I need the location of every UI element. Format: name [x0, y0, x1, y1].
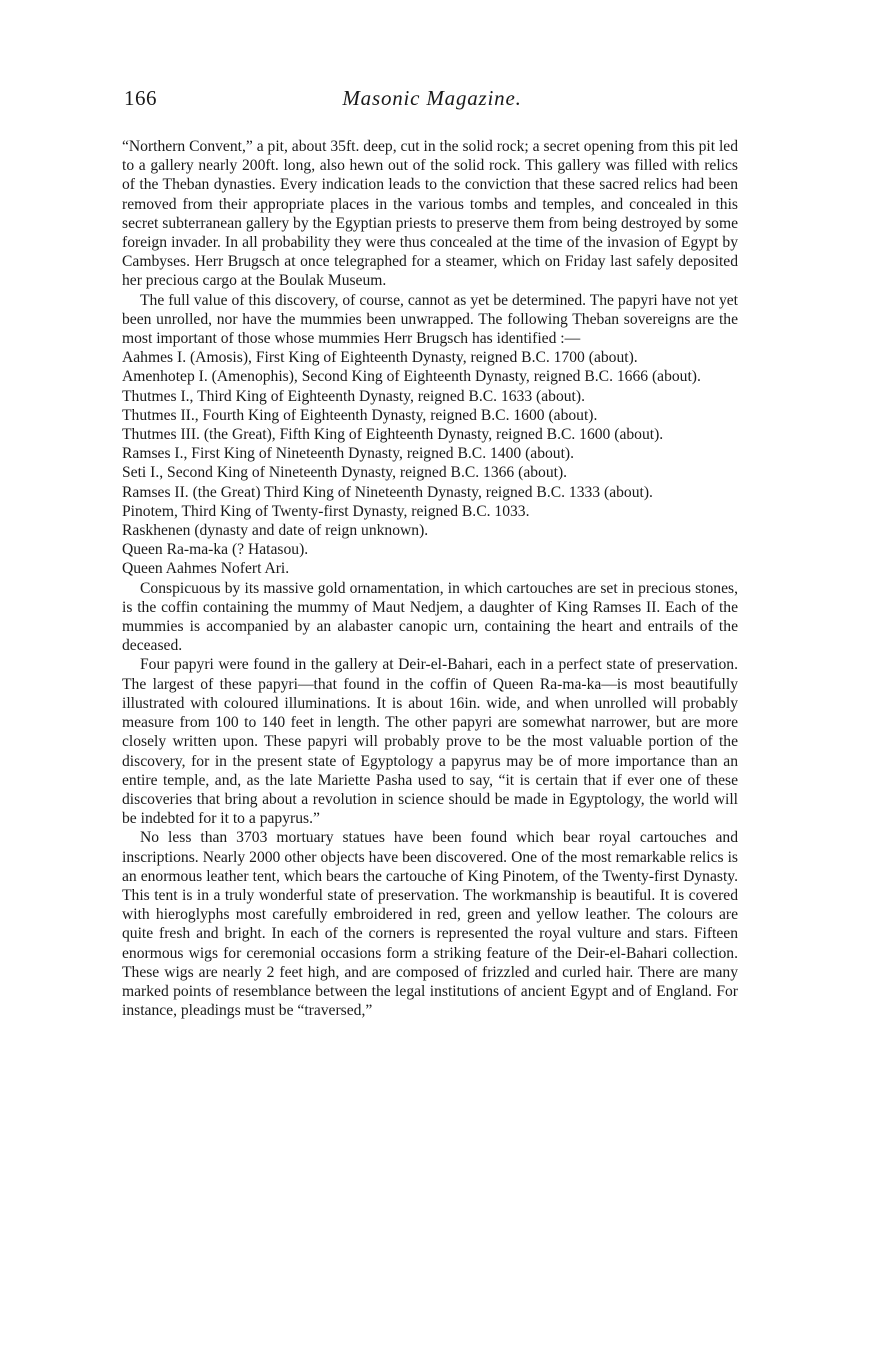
page-header [124, 86, 740, 116]
list-item: Seti I., Second King of Nineteenth Dynasty, reigned B.C. 1366 (about). [122, 464, 568, 482]
list-item: Queen Ra-ma-ka (? Hatasou). [122, 541, 309, 559]
page-number: 166 [124, 86, 157, 110]
paragraph: The full value of this discovery, of course, cannot as yet be determined. The papyri have not yet been unrolled, nor have the mummies been unwrapped. The following Theban sovereigns are the most important of those whose mummies Herr Brugsch has identified :— [122, 291, 738, 348]
list-item: Thutmes II., Fourth King of Eighteenth Dynasty, reigned B.C. 1600 (about). [122, 406, 598, 424]
article-body [122, 137, 738, 1020]
list-item: Amenhotep I. (Amenophis), Second King of Eighteenth Dynasty, reigned B.C. 1666 (about). [122, 368, 701, 386]
list-item: Thutmes III. (the Great), Fifth King of Eighteenth Dynasty, reigned B.C. 1600 (about). [122, 426, 664, 444]
paragraph: Conspicuous by its massive gold ornamentation, in which cartouches are set in precious stones, is the coffin containing the mummy of Maut Nedjem, a daughter of King Ramses II. Each of the mummies is accompanied by an alabaster canopic urn, containing the heart and entrails of the deceased. [122, 579, 738, 655]
list-item: Aahmes I. (Amosis), First King of Eighteenth Dynasty, reigned B.C. 1700 (about). [122, 349, 638, 367]
list-item: Ramses I., First King of Nineteenth Dynasty, reigned B.C. 1400 (about). [122, 445, 575, 463]
list-item: Ramses II. (the Great) Third King of Nineteenth Dynasty, reigned B.C. 1333 (about). [122, 483, 653, 501]
paragraph: “Northern Convent,” a pit, about 35ft. deep, cut in the solid rock; a secret opening from this pit led to a gallery nearly 200ft. long, also hewn out of the solid rock. This gallery was filled with relics of the Theban dynasties. Every indication leads to the conviction that these sacred relics had been removed from their appropriate places in the various tombs and temples, and concealed in this secret subterranean gallery by the Egyptian priests to preserve them from being destroyed by some foreign invader. In all probability they were thus concealed at the time of the invasion of Egypt by Cambyses. Herr Brugsch at once telegraphed for a steamer, which on Friday last safely deposited her precious cargo at the Boulak Museum. [122, 138, 738, 290]
sovereign-list [122, 348, 738, 578]
list-item: Raskhenen (dynasty and date of reign unknown). [122, 522, 429, 540]
paragraph: Four papyri were found in the gallery at Deir-el-Bahari, each in a perfect state of preservation. The largest of these papyri—that found in the coffin of Queen Ra-ma-ka—is most beautifully illustrated with coloured illuminations. It is about 16in. wide, and when unrolled will probably measure from 100 to 140 feet in length. The other papyri are somewhat narrower, but are more closely written upon. These papyri will probably prove to be the most valuable portion of the discovery, for in the present state of Egyptology a papyrus may be of more importance than an entire temple, and, as the late Mariette Pasha used to say, “it is certain that if ever one of these discoveries that bring about a revolution in science should be made in Egyptology, the world will be indebted for it to a papyrus.” [122, 656, 738, 828]
list-item: Thutmes I., Third King of Eighteenth Dynasty, reigned B.C. 1633 (about). [122, 387, 585, 405]
running-title: Masonic Magazine. [342, 86, 522, 110]
paragraph: No less than 3703 mortuary statues have been found which bear royal cartouches and inscriptions. Nearly 2000 other objects have been discovered. One of the most remarkable relics is an enormous leather tent, which bears the cartouche of King Pinotem, of the Twenty-first Dynasty. This tent is in a truly wonderful state of preservation. The workmanship is beautiful. It is covered with hieroglyphs most carefully embroidered in red, green and yellow leather. The colours are quite fresh and bright. In each of the corners is represented the royal vulture and stars. Fifteen enormous wigs for ceremonial occasions form a striking feature of the Deir-el-Bahari collection. These wigs are nearly 2 feet high, and are composed of frizzled and curled hair. There are many marked points of resemblance between the legal institutions of ancient Egypt and of England. For instance, pleadings must be “traversed,” [122, 829, 738, 1020]
list-item: Pinotem, Third King of Twenty-first Dynasty, reigned B.C. 1033. [122, 502, 530, 520]
list-item: Queen Aahmes Nofert Ari. [122, 560, 290, 578]
